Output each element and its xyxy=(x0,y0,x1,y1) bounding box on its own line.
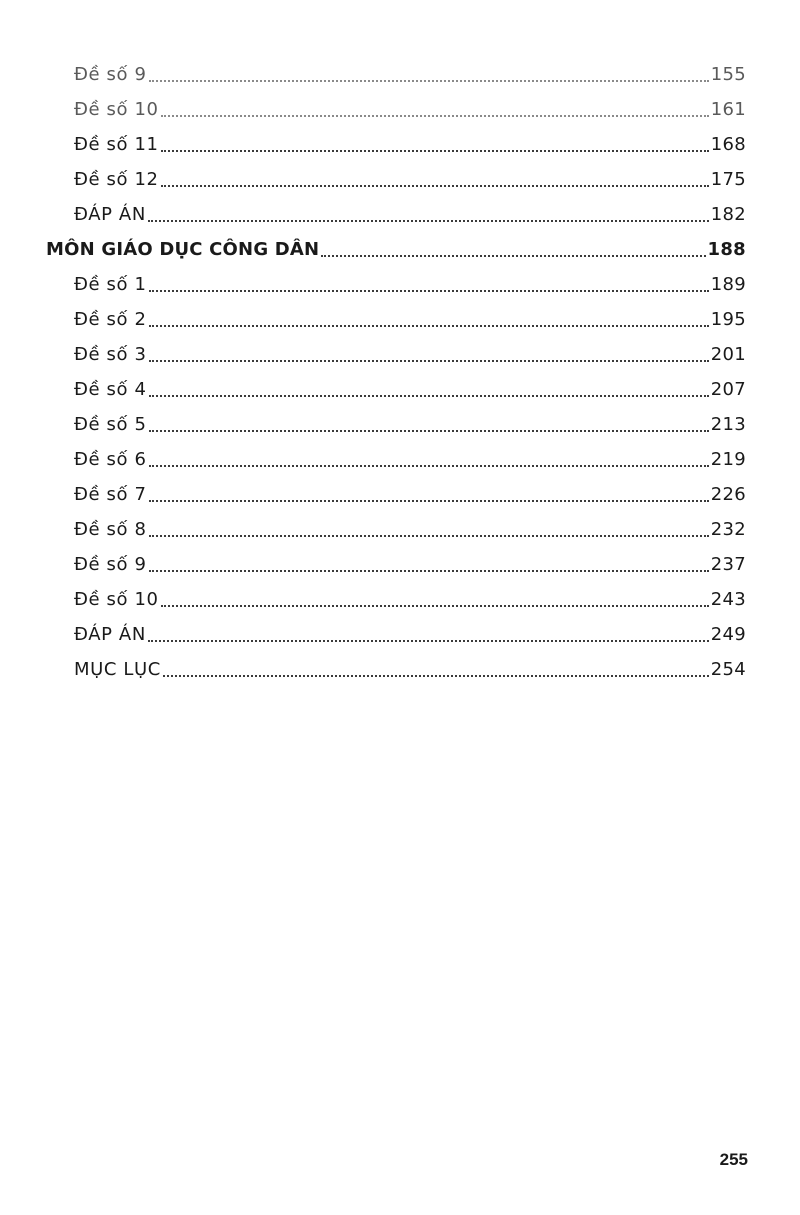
toc-entry-page: 226 xyxy=(710,484,746,505)
dot-leader xyxy=(161,150,709,152)
toc-entry-page: 237 xyxy=(710,554,746,575)
dot-leader xyxy=(321,255,705,257)
toc-entry-page: 254 xyxy=(710,659,746,680)
toc-entry[interactable] xyxy=(0,160,800,195)
toc-entry-title: MỤC LỤC xyxy=(74,659,161,680)
page-number: 255 xyxy=(719,1150,748,1169)
toc-entry[interactable] xyxy=(0,615,800,650)
dot-leader xyxy=(148,220,709,222)
toc-section-title: MÔN GIÁO DỤC CÔNG DÂN xyxy=(46,239,320,260)
toc-entry-title: Đề số 2 xyxy=(74,309,147,330)
toc-entry-title: Đề số 4 xyxy=(74,379,147,400)
toc-entry-page: 182 xyxy=(710,204,746,225)
toc-entry[interactable] xyxy=(0,580,800,615)
toc-entry-page: 168 xyxy=(710,134,746,155)
toc-section-page: 188 xyxy=(707,239,746,260)
toc-entry-title: Đề số 11 xyxy=(74,134,159,155)
toc-entry-page: 161 xyxy=(710,99,746,120)
toc-entry[interactable] xyxy=(0,510,800,545)
toc-entry-title: Đề số 1 xyxy=(74,274,147,295)
toc-entry-title: Đề số 10 xyxy=(74,589,159,610)
dot-leader xyxy=(149,80,709,82)
dot-leader xyxy=(149,290,709,292)
toc-entry-title: Đề số 6 xyxy=(74,449,147,470)
toc-entry[interactable] xyxy=(0,475,800,510)
dot-leader xyxy=(148,640,709,642)
toc-entry-page: 201 xyxy=(710,344,746,365)
toc-entry-title: Đề số 12 xyxy=(74,169,159,190)
toc-entry[interactable] xyxy=(0,265,800,300)
toc-entry-title: Đề số 7 xyxy=(74,484,147,505)
toc-entry-title: Đề số 10 xyxy=(74,99,159,120)
toc-entry-page: 175 xyxy=(710,169,746,190)
toc-entry-page: 195 xyxy=(710,309,746,330)
toc-entry-title: Đề số 9 xyxy=(74,554,147,575)
dot-leader xyxy=(149,360,709,362)
dot-leader xyxy=(161,115,709,117)
dot-leader xyxy=(149,325,709,327)
toc-entry[interactable] xyxy=(0,545,800,580)
dot-leader xyxy=(163,675,709,677)
toc-entry-page: 207 xyxy=(710,379,746,400)
dot-leader xyxy=(149,570,709,572)
toc-entry-title: Đề số 5 xyxy=(74,414,147,435)
toc-entry[interactable] xyxy=(0,90,800,125)
toc-entry-page: 232 xyxy=(710,519,746,540)
toc-entry-title: ĐÁP ÁN xyxy=(74,624,146,645)
toc-section-heading[interactable] xyxy=(0,230,800,265)
toc-entry[interactable] xyxy=(0,370,800,405)
toc-entry[interactable] xyxy=(0,55,800,90)
toc-entry[interactable] xyxy=(0,405,800,440)
dot-leader xyxy=(149,430,709,432)
dot-leader xyxy=(161,185,709,187)
dot-leader xyxy=(149,500,709,502)
toc-entry-title: Đề số 3 xyxy=(74,344,147,365)
toc-entry-title: ĐÁP ÁN xyxy=(74,204,146,225)
toc-entry[interactable] xyxy=(0,335,800,370)
toc-entry-page: 155 xyxy=(710,64,746,85)
toc-entry-page: 243 xyxy=(710,589,746,610)
toc-entry-page: 219 xyxy=(710,449,746,470)
toc-entry-page: 189 xyxy=(710,274,746,295)
toc-entry[interactable] xyxy=(0,440,800,475)
dot-leader xyxy=(161,605,709,607)
toc-entry[interactable] xyxy=(0,125,800,160)
dot-leader xyxy=(149,395,709,397)
dot-leader xyxy=(149,465,709,467)
dot-leader xyxy=(149,535,709,537)
toc-entry-title: Đề số 9 xyxy=(74,64,147,85)
toc-entry[interactable] xyxy=(0,650,800,685)
toc-entry-title: Đề số 8 xyxy=(74,519,147,540)
toc-entry[interactable] xyxy=(0,300,800,335)
toc-entry-page: 249 xyxy=(710,624,746,645)
toc-entry[interactable] xyxy=(0,195,800,230)
toc-entry-page: 213 xyxy=(710,414,746,435)
table-of-contents xyxy=(0,55,800,685)
